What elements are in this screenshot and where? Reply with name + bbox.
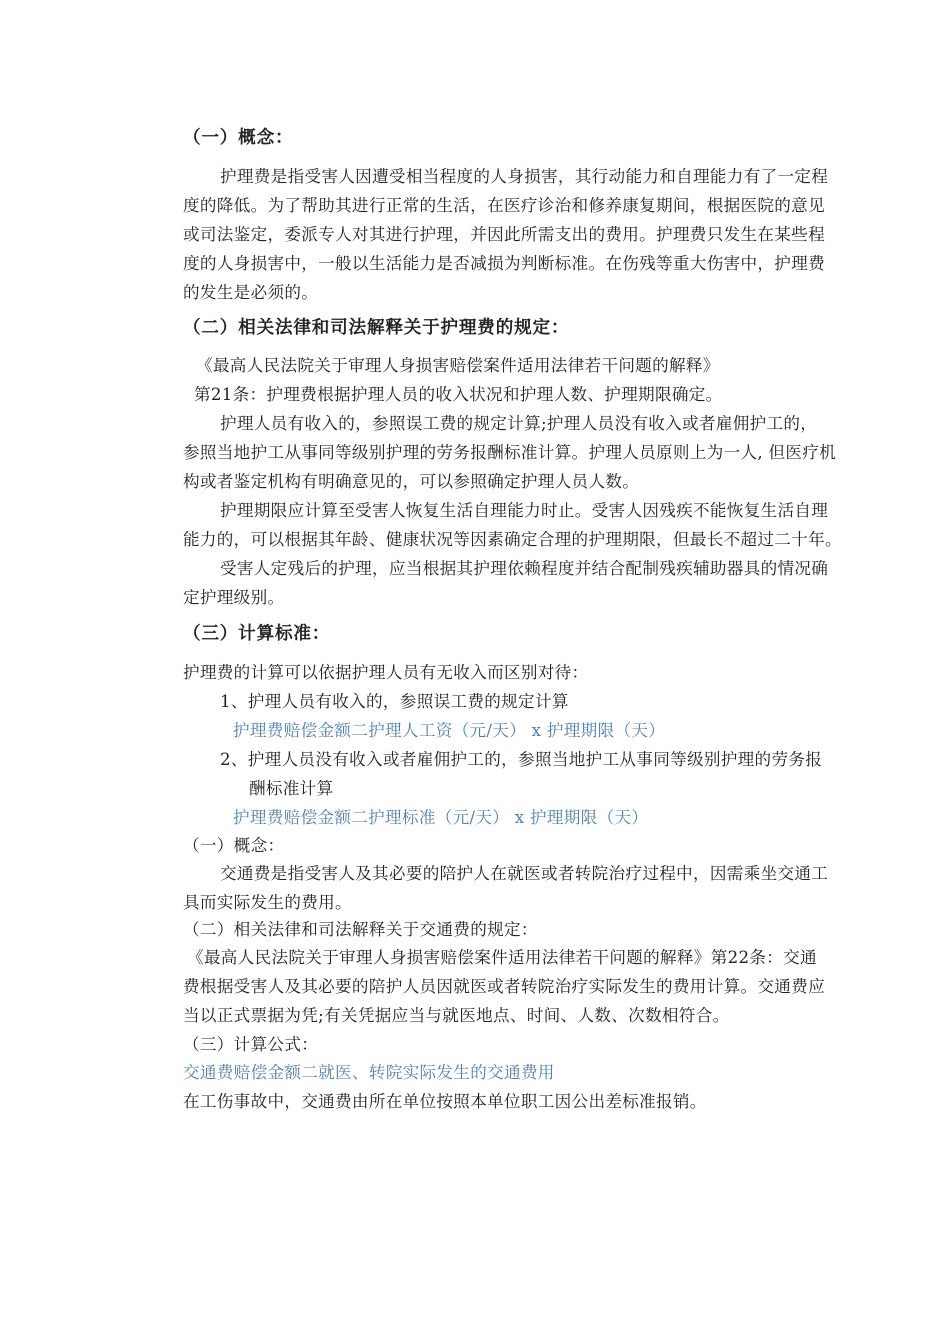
transport-concept-heading: （一）概念： (183, 836, 285, 855)
nursing-concept-heading: （一）概念： (183, 127, 294, 148)
paragraph-line: 护理费是指受害人因遭受相当程度的人身损害，其行动能力和自理能力有了一定程 (220, 167, 829, 186)
nursing-calc-heading: （三）计算标准： (183, 623, 331, 644)
formula-2: 护理费赔偿金额二护理标准（元/天） x 护理期限（天） (233, 808, 649, 827)
calc-item-2-line: 2、护理人员没有收入或者雇佣护工的，参照当地护工从事同等级别护理的劳务报 (220, 750, 823, 769)
transport-formula: 交通费赔偿金额二就医、转院实际发生的交通费用 (183, 1063, 555, 1082)
paragraph-line: 定护理级别。 (183, 588, 285, 607)
paragraph-line: 参照当地护工从事同等级别护理的劳务报酬标准计算。护理人员原则上为一人, 但医疗机 (183, 443, 837, 462)
paragraph-line: 度的人身损害中，一般以生活能力是否减损为判断标准。在伤残等重大伤害中，护理费 (183, 254, 825, 273)
paragraph-line: 能力的，可以根据其年龄、健康状况等因素确定合理的护理期限，但最长不超过二十年。 (183, 530, 842, 549)
paragraph-line: 或司法鉴定，委派专人对其进行护理，并因此所需支出的费用。护理费只发生在某些程 (183, 225, 825, 244)
paragraph-line: 受害人定残后的护理，应当根据其护理依赖程度并结合配制残疾辅助器具的情况确 (220, 559, 829, 578)
calc-item-2-line: 酬标准计算 (249, 779, 334, 798)
paragraph-line: 护理人员有收入的，参照误工费的规定计算;护理人员没有收入或者雇佣护工的， (220, 414, 818, 433)
paragraph-line: 《最高人民法院关于审理人身损害赔偿案件适用法律若干问题的解释》第22条：交通 (187, 948, 817, 967)
paragraph-line: 度的降低。为了帮助其进行正常的生活，在医疗诊治和修养康复期间，根据医院的意见 (183, 196, 825, 215)
law-title: 《最高人民法院关于审理人身损害赔偿案件适用法律若干问题的解释》 (196, 356, 720, 375)
calc-intro: 护理费的计算可以依据护理人员有无收入而区别对待： (183, 663, 589, 682)
nursing-law-heading: （二）相关法律和司法解释关于护理费的规定： (183, 317, 570, 338)
transport-law-heading: （二）相关法律和司法解释关于交通费的规定： (183, 920, 538, 939)
transport-formula-heading: （三）计算公式： (183, 1035, 319, 1054)
formula-1: 护理费赔偿金额二护理人工资（元/天） x 护理期限（天） (233, 721, 666, 740)
paragraph-line: 费根据受害人及其必要的陪护人员因就医或者转院治疗实际发生的费用计算。交通费应 (183, 977, 825, 996)
paragraph-line: 具而实际发生的费用。 (183, 893, 352, 912)
paragraph-line: 当以正式票据为凭;有关凭据应当与就医地点、时间、人数、次数相符合。 (183, 1006, 730, 1025)
paragraph-line: 的发生是必须的。 (183, 283, 319, 302)
paragraph-line: 交通费是指受害人及其必要的陪护人在就医或者转院治疗过程中，因需乘坐交通工 (220, 864, 829, 883)
paragraph-line: 构或者鉴定机构有明确意见的，可以参照确定护理人员人数。 (183, 472, 640, 491)
calc-item-1: 1、护理人员有收入的，参照误工费的规定计算 (220, 692, 569, 711)
work-injury-note: 在工伤事故中，交通费由所在单位按照本单位职工因公出差标准报销。 (183, 1092, 707, 1111)
article-21: 第21条：护理费根据护理人员的收入状况和护理人数、护理期限确定。 (194, 385, 723, 404)
paragraph-line: 护理期限应计算至受害人恢复生活自理能力时止。受害人因残疾不能恢复生活自理 (220, 501, 829, 520)
